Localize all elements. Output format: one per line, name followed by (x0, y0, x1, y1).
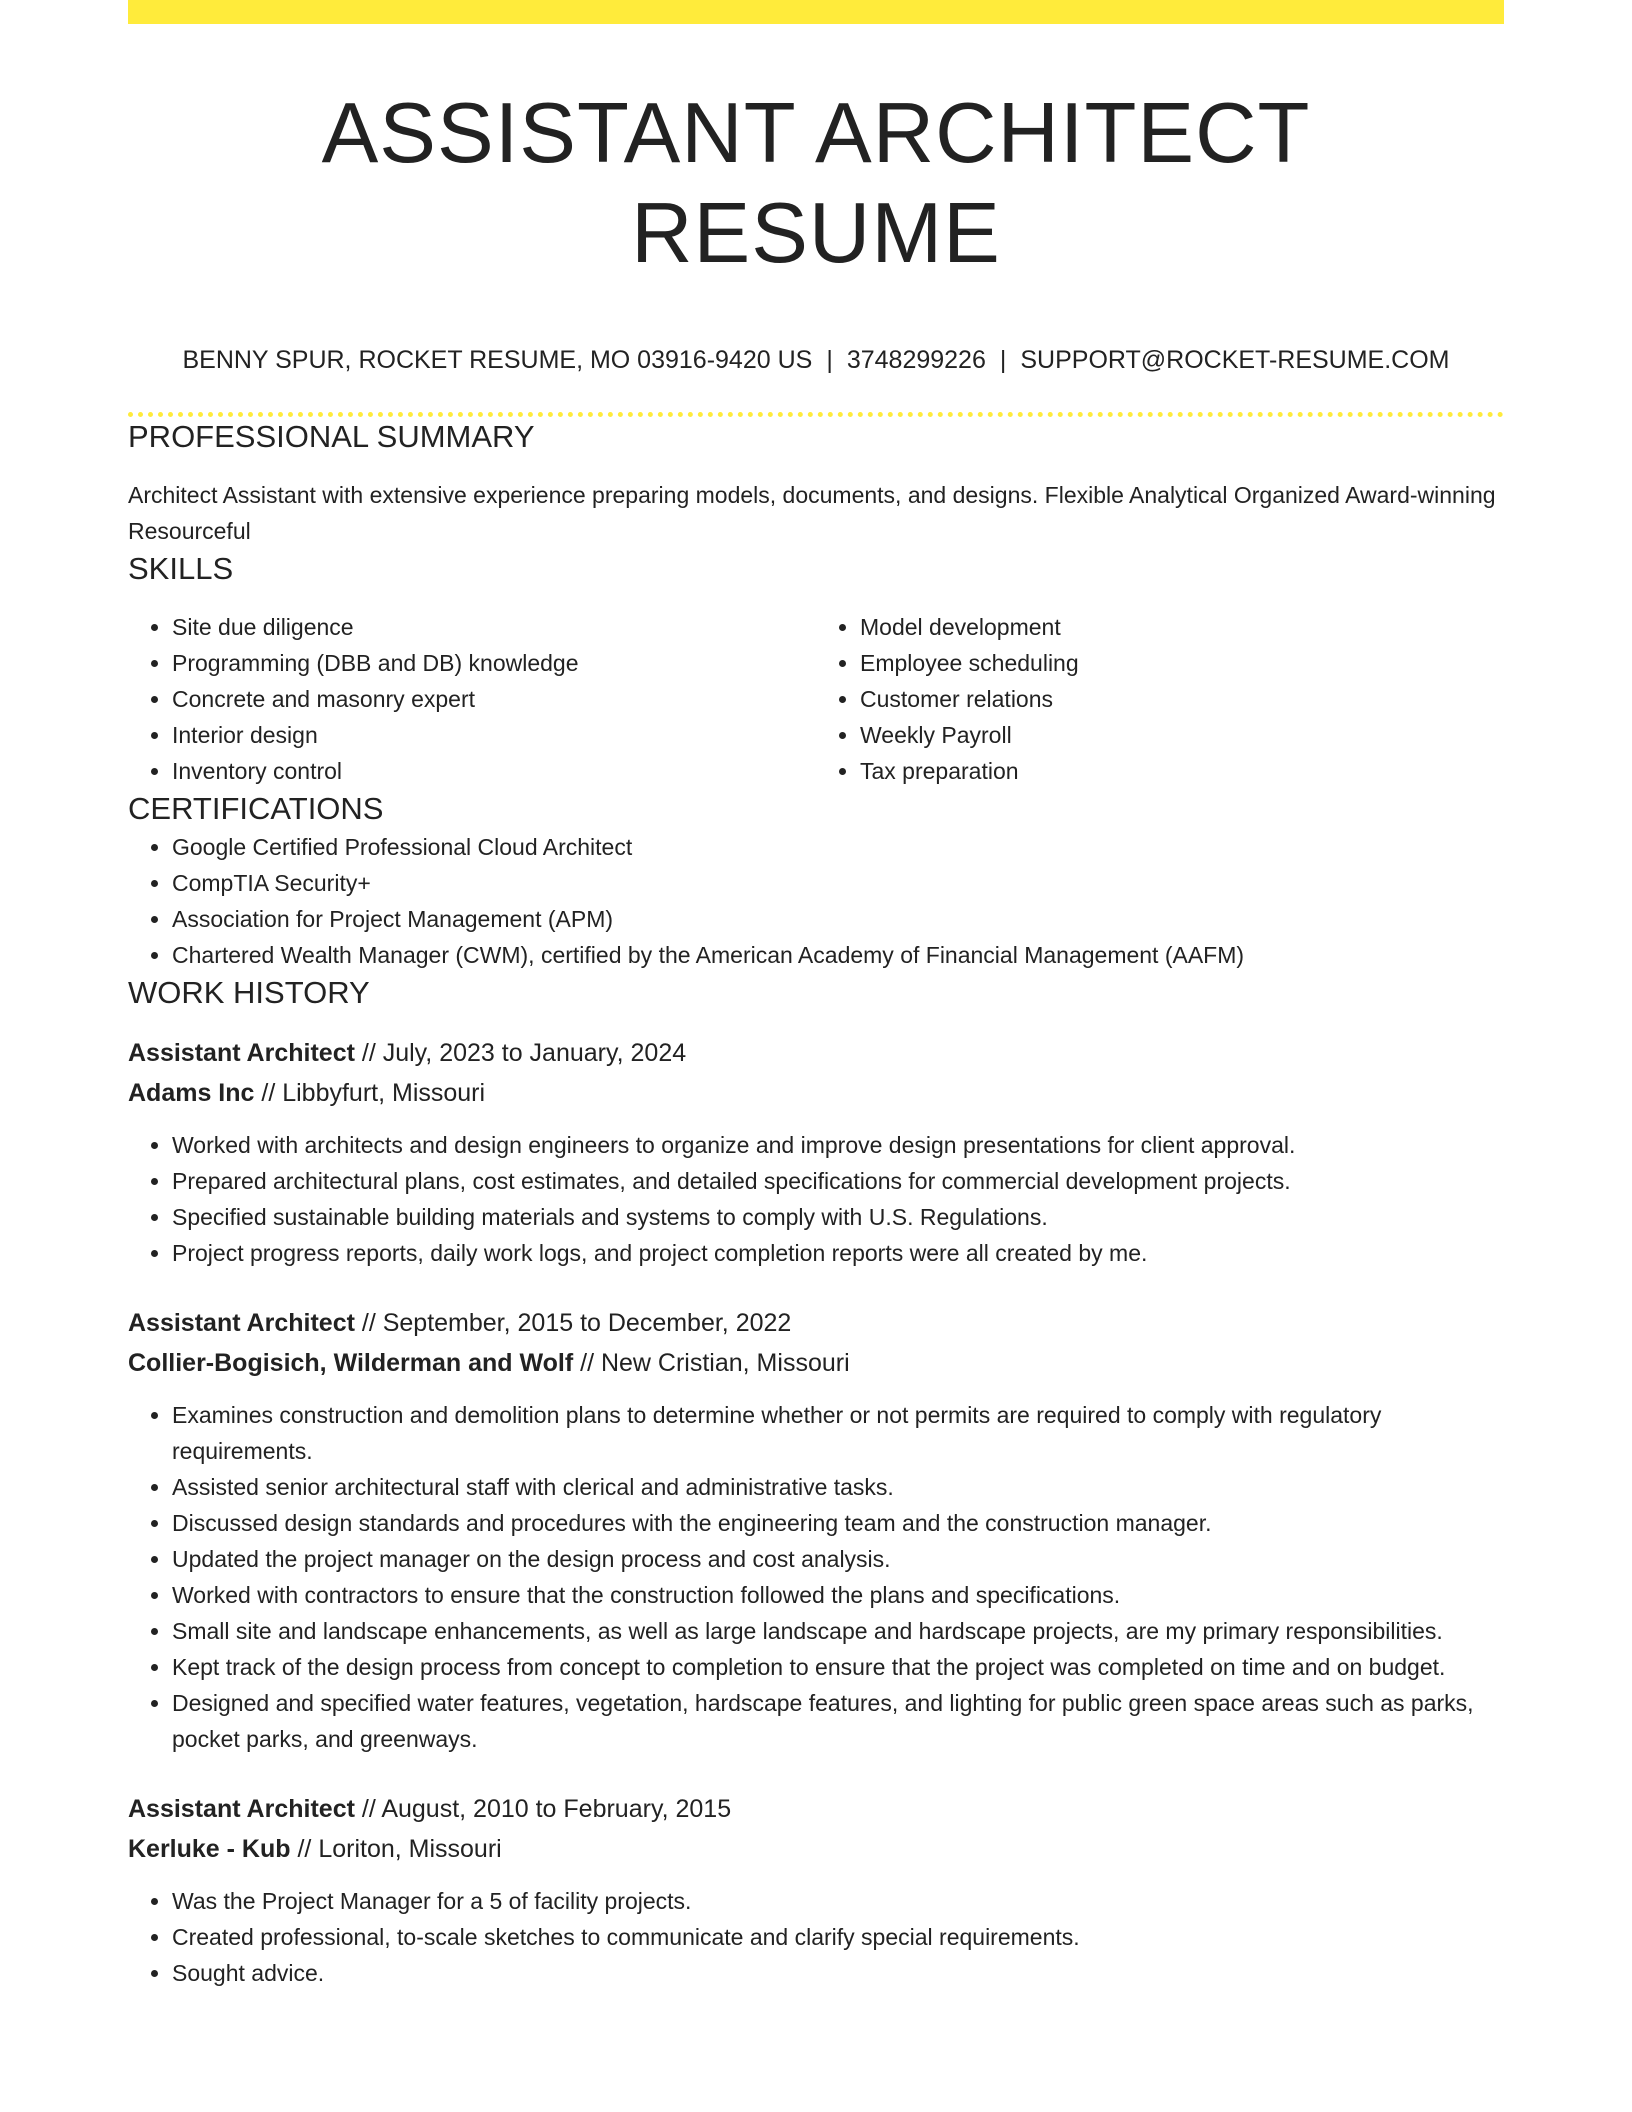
job-bullet: • Assisted senior architectural staff with clerical and administrative tasks. (172, 1469, 1504, 1505)
job-entry (128, 1033, 1504, 1271)
job-company: Adams Inc (128, 1079, 255, 1107)
job-bullets (128, 1397, 1504, 1757)
resume-title: ASSISTANT ARCHITECT RESUME (321, 86, 1311, 281)
job-entry (128, 1303, 1504, 1757)
job-bullet: • Sought advice. (172, 1955, 1504, 1991)
job-bullet: • Project progress reports, daily work logs, and project completion reports were all created by me. (172, 1235, 1504, 1271)
job-company: Kerluke - Kub (128, 1835, 291, 1863)
work-history-heading: WORK HISTORY (128, 975, 370, 1010)
skills-heading: SKILLS (128, 551, 234, 586)
job-entry (128, 1789, 1504, 1991)
skill-item: • Tax preparation (860, 753, 1504, 789)
certification-item: • Association for Project Management (APM) (172, 901, 1504, 937)
skill-item: • Site due diligence (172, 609, 816, 645)
job-bullet: • Prepared architectural plans, cost estimates, and detailed specifications for commercial development projects. (172, 1163, 1504, 1199)
job-bullet: • Designed and specified water features, vegetation, hardscape features, and lighting for public green space areas such as parks, pocket parks, and greenways. (172, 1685, 1504, 1757)
job-bullets (128, 1127, 1504, 1271)
summary-text: Architect Assistant with extensive experience preparing models, documents, and designs. Flexible Analytical Organized Award-winning Resourceful (128, 482, 1496, 544)
job-bullet: • Was the Project Manager for a 5 of facility projects. (172, 1883, 1504, 1919)
job-title-line (128, 1303, 1504, 1343)
job-title: Assistant Architect (128, 1795, 355, 1823)
job-bullet: • Updated the project manager on the design process and cost analysis. (172, 1541, 1504, 1577)
job-bullet: • Small site and landscape enhancements, as well as large landscape and hardscape projects, are my primary responsibilities. (172, 1613, 1504, 1649)
accent-bar (128, 0, 1504, 24)
job-company: Collier-Bogisich, Wilderman and Wolf (128, 1349, 574, 1377)
job-title-line (128, 1789, 1504, 1829)
skill-item: • Employee scheduling (860, 645, 1504, 681)
skill-item: • Concrete and masonry expert (172, 681, 816, 717)
job-dates: // September, 2015 to December, 2022 (354, 1309, 792, 1337)
skills-left-list (128, 609, 816, 789)
contact-address: BENNY SPUR, ROCKET RESUME, MO 03916-9420 US (182, 346, 813, 374)
skill-item: • Customer relations (860, 681, 1504, 717)
contact-phone: 3748299226 (846, 346, 986, 374)
contact-line (128, 344, 1504, 376)
job-bullet: • Worked with contractors to ensure that the construction followed the plans and specifications. (172, 1577, 1504, 1613)
certifications-list (128, 829, 1504, 973)
summary-heading: PROFESSIONAL SUMMARY (128, 419, 535, 454)
job-company-line (128, 1343, 1504, 1383)
certification-item: • CompTIA Security+ (172, 865, 1504, 901)
contact-email: SUPPORT@ROCKET-RESUME.COM (1020, 346, 1450, 374)
resume-page (128, 0, 1504, 1991)
job-title: Assistant Architect (128, 1039, 355, 1067)
job-location: // Libbyfurt, Missouri (254, 1079, 486, 1107)
job-bullet: • Specified sustainable building materials and systems to comply with U.S. Regulations. (172, 1199, 1504, 1235)
contact-separator: | (999, 346, 1007, 374)
job-location: // New Cristian, Missouri (573, 1349, 850, 1377)
job-bullet: • Created professional, to-scale sketches to communicate and clarify special requirements. (172, 1919, 1504, 1955)
certifications-heading: CERTIFICATIONS (128, 791, 384, 826)
skill-item: • Weekly Payroll (860, 717, 1504, 753)
skill-item: • Inventory control (172, 753, 816, 789)
skill-item: • Model development (860, 609, 1504, 645)
job-bullet: • Worked with architects and design engineers to organize and improve design presentations for client approval. (172, 1127, 1504, 1163)
skill-item: • Programming (DBB and DB) knowledge (172, 645, 816, 681)
skills-columns (128, 609, 1504, 789)
job-bullet: • Discussed design standards and procedures with the engineering team and the construction manager. (172, 1505, 1504, 1541)
job-company-line (128, 1073, 1504, 1113)
certification-item: • Chartered Wealth Manager (CWM), certified by the American Academy of Financial Management (AAFM) (172, 937, 1504, 973)
job-dates: // August, 2010 to February, 2015 (354, 1795, 732, 1823)
skill-item: • Interior design (172, 717, 816, 753)
contact-separator: | (826, 346, 833, 374)
job-bullet: • Kept track of the design process from concept to completion to ensure that the project was completed on time and on budget. (172, 1649, 1504, 1685)
job-dates: // July, 2023 to January, 2024 (354, 1039, 687, 1067)
job-bullet: • Examines construction and demolition plans to determine whether or not permits are required to comply with regulatory requirements. (172, 1397, 1504, 1469)
job-title-line (128, 1033, 1504, 1073)
skills-right-list (816, 609, 1504, 789)
job-bullets (128, 1883, 1504, 1991)
job-location: // Loriton, Missouri (290, 1835, 502, 1863)
job-company-line (128, 1829, 1504, 1869)
certification-item: • Google Certified Professional Cloud Architect (172, 829, 1504, 865)
job-title: Assistant Architect (128, 1309, 355, 1337)
